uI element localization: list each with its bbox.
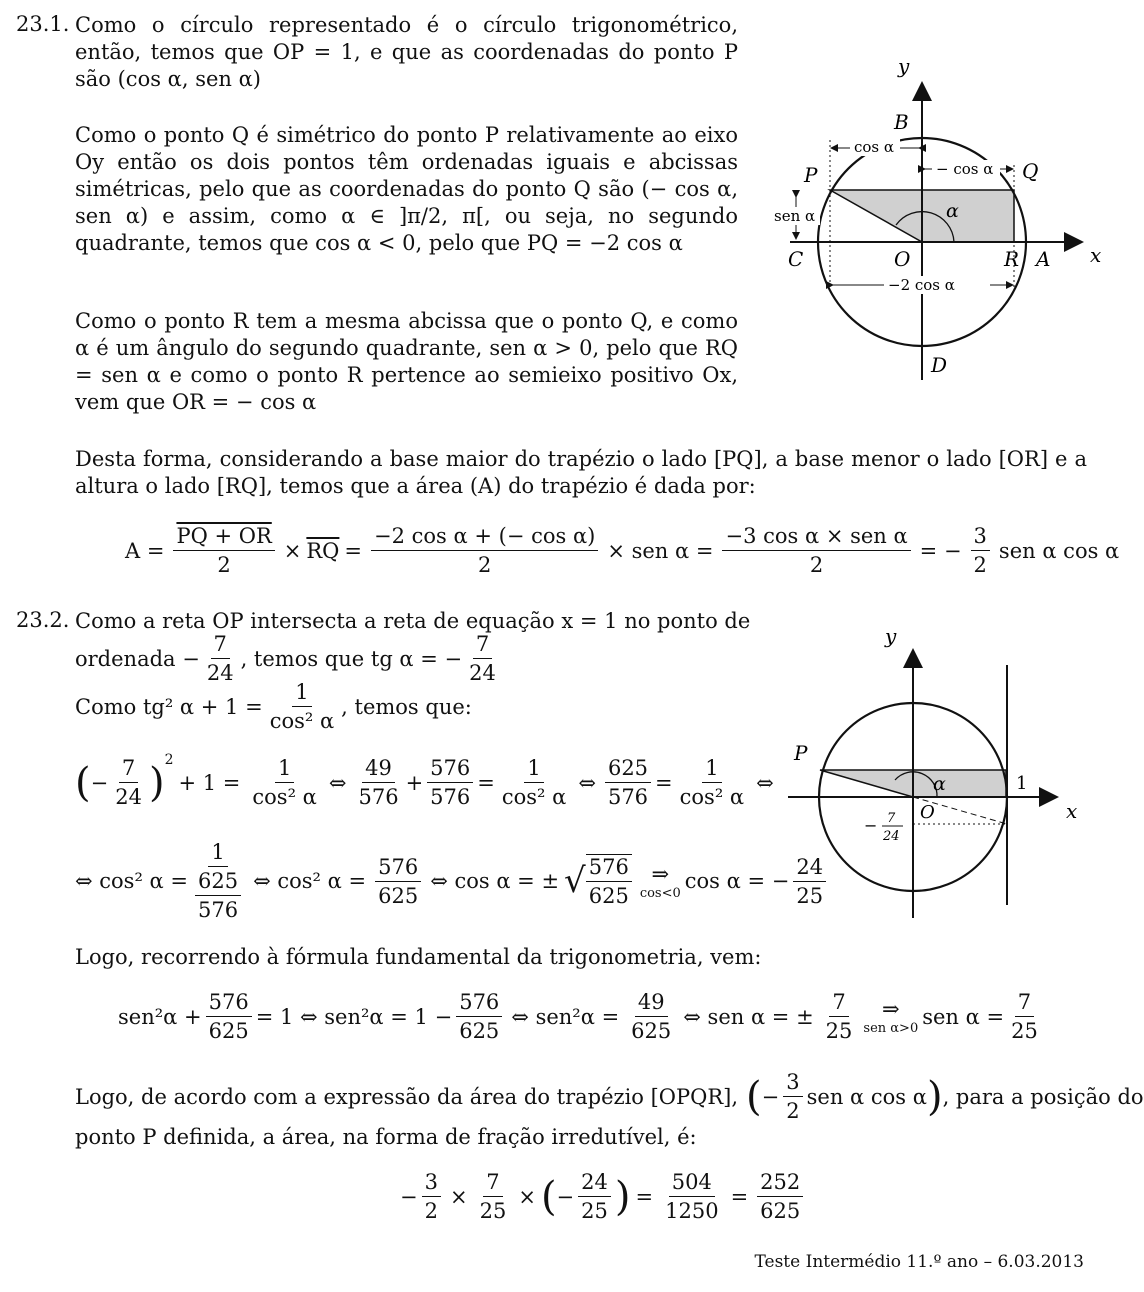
fraction: $\frac{7}{25}$ <box>479 1170 507 1223</box>
svg-text:−: − <box>864 816 878 835</box>
fraction: $\frac{3}{2}$ <box>422 1170 441 1223</box>
equation-1: ( − $\frac{7}{24}$ ) 2 + 1 = $\frac{1}{\text{cos² α}}$ ⇔ $\frac{49}{576}$ + $\frac{576}{576}$ = $\frac{1}{\text{cos² α}}$ ⇔ $\frac{625}{576}$ = $\frac{1}{\text{cos² α}}$ ⇔ <box>75 752 774 809</box>
paragraph-2 <box>75 122 738 257</box>
fraction: $\frac{\text{−3 cos α × sen α}}{2}$ <box>722 524 910 577</box>
paragraph-3 <box>75 308 738 416</box>
eq-text: A = <box>125 538 165 563</box>
line-1: Como a reta OP intersecta a reta de equação x = 1 no ponto de <box>75 609 751 633</box>
label-minus-7-24-num: 7 <box>887 811 896 826</box>
label-A: A <box>1036 247 1051 271</box>
label-y: y <box>885 624 897 648</box>
eq-text: = <box>344 538 363 563</box>
equation-3: sen²α + $\frac{576}{625}$ = 1 ⇔ sen²α = 1 − $\frac{576}{625}$ ⇔ sen²α = $\frac{49}{625}$ ⇔ sen α = ± $\frac{7}{25}$ ⇒ sen α>0 sen α = $\frac{7}{25}$ <box>118 990 1045 1043</box>
fraction: $\frac{625}{576}$ <box>605 756 651 809</box>
label-P: P <box>804 163 818 187</box>
paragraph-2-text: Como o ponto Q é simétrico do ponto P relativamente ao eixo Oy então os dois pontos têm ordenadas iguais e abcissas simétricas, pelo que as coordenadas do ponto Q são (− cos α, sen α) e assim, como α ∈ ]π/2, π[, ou seja, no segundo quadrante, temos que cos α < 0, pelo que PQ = −2 cos α <box>75 123 738 255</box>
label-D: D <box>931 353 948 377</box>
fraction: $\frac{24}{25}$ <box>793 855 826 908</box>
paragraph-3-text: Como o ponto R tem a mesma abcissa que o ponto Q, e como α é um ângulo do segundo quadrante, sen α > 0, pelo que RQ = sen α e como o ponto R pertence ao semieixo positivo Ox, vem que OR = − cos α <box>75 309 738 414</box>
fraction: $\frac{7}{24}$ <box>206 632 234 685</box>
fraction: $\frac{1}{\text{cos² α}}$ <box>679 756 745 809</box>
fraction: $\frac{576}{625}$ <box>586 854 632 908</box>
label-minus-7-24-den: 24 <box>883 829 900 844</box>
fraction: $\frac{576}{625}$ <box>375 855 421 908</box>
label-O: O <box>920 802 935 823</box>
label-cos: cos α <box>854 138 895 156</box>
fraction: $\frac{49}{576}$ <box>358 756 399 809</box>
fraction: $\frac{24}{25}$ <box>578 1170 611 1223</box>
fraction: $\frac{1}{\text{cos² α}}$ <box>252 756 317 809</box>
fraction: $\frac{\text{−2 cos α + (− cos α)}}{2}$ <box>371 524 598 577</box>
label-O: O <box>894 247 911 271</box>
label-one: 1 <box>1016 773 1028 794</box>
paragraph-7: ponto P definida, a área, na forma de fração irredutível, é: <box>75 1125 697 1149</box>
fraction: $\frac{7}{24}$ <box>469 632 496 685</box>
area-formula <box>120 524 1124 577</box>
eq-text: $\overline{RQ}$ <box>306 538 340 563</box>
label-m2cos: −2 cos α <box>888 276 955 294</box>
paragraph-6: Logo, de acordo com a expressão da área do trapézio [OPQR], ( − $\frac{3}{2}$ sen α cos α ) , para a posição do <box>75 1070 1144 1123</box>
paragraph-5: Logo, recorrendo à fórmula fundamental da trigonometria, vem: <box>75 945 762 969</box>
fraction: $\frac{1}{\text{cos² α}}$ <box>501 756 567 809</box>
unit-circle-figure-2 <box>770 620 1110 930</box>
unit-circle-figure-1 <box>760 50 1110 390</box>
line-2 <box>75 632 503 685</box>
eq-text: ordenada − <box>75 646 200 671</box>
equation-4: − $\frac{3}{2}$ × $\frac{7}{25}$ × ( − $\frac{24}{25}$ ) = $\frac{504}{1250}$ = $\frac{252}{625}$ <box>400 1170 807 1223</box>
line-3 <box>75 680 472 733</box>
fraction: $\frac{576}{625}$ <box>206 990 252 1043</box>
paragraph-4-text: Desta forma, considerando a base maior do trapézio o lado [PQ], a base menor o lado [OR] e a altura o lado [RQ], temos que a área (A) do trapézio é dada por: <box>75 447 1087 498</box>
fraction: $\frac{576}{625}$ <box>456 990 502 1043</box>
eq-text: × sen α = <box>607 538 714 563</box>
label-y: y <box>898 54 910 78</box>
eq-text: , temos que tg α = − <box>240 646 463 671</box>
fraction: $\frac{7}{24}$ <box>115 756 142 809</box>
label-mcos: − cos α <box>936 160 994 178</box>
paragraph-1 <box>75 12 738 93</box>
footer-source: Teste Intermédio 11.º ano – 6.03.2013 <box>754 1252 1084 1272</box>
fraction: $\frac{49}{625}$ <box>631 990 672 1043</box>
label-B: B <box>894 110 909 134</box>
eq-text: Como tg² α + 1 = <box>75 694 263 719</box>
fraction: $\frac{1}{\frac{625}{576}}$ <box>192 840 244 922</box>
label-sen: sen α <box>774 207 816 225</box>
fraction: $\frac{3}{2}$ <box>783 1070 802 1123</box>
label-x: x <box>1090 243 1102 267</box>
paragraph-4 <box>75 446 1087 500</box>
fraction: $\frac{576}{576}$ <box>427 756 473 809</box>
fraction: $\frac{3}{2}$ <box>971 524 990 577</box>
label-R: R <box>1004 247 1020 271</box>
label-P: P <box>794 741 808 765</box>
eq-text: , temos que: <box>341 694 472 719</box>
exercise-number-23-1: 23.1. <box>16 12 70 36</box>
label-Q: Q <box>1022 159 1039 183</box>
eq-text: × <box>283 538 302 563</box>
label-x: x <box>1066 799 1078 823</box>
fraction: $\frac{7}{25}$ <box>825 990 853 1043</box>
label-alpha: α <box>933 773 946 795</box>
fraction: $\frac{PQ + OR}{2}$ <box>173 524 274 577</box>
eq-text: = − <box>919 538 962 563</box>
exercise-number-23-2: 23.2. <box>16 608 70 632</box>
label-alpha: α <box>946 200 959 222</box>
fraction: $\frac{7}{25}$ <box>1011 990 1038 1043</box>
equation-2: ⇔ cos² α = $\frac{1}{\frac{625}{576}}$ ⇔ cos² α = $\frac{576}{625}$ ⇔ cos α = ± √ $\frac{576}{625}$ ⇒ cos<0 cos α = − $\frac{24}{25}$ <box>75 840 830 922</box>
fraction: $\frac{252}{625}$ <box>757 1170 803 1223</box>
paragraph-1-text: Como o círculo representado é o círculo trigonométrico, então, temos que OP = 1, e que as coordenadas do ponto P são (cos α, sen α) <box>75 13 738 91</box>
fraction: $\frac{504}{1250}$ <box>665 1170 719 1223</box>
label-C: C <box>788 247 804 271</box>
eq-text: sen α cos α <box>998 538 1120 563</box>
fraction: $\frac{1}{\text{cos² α}}$ <box>269 680 335 733</box>
